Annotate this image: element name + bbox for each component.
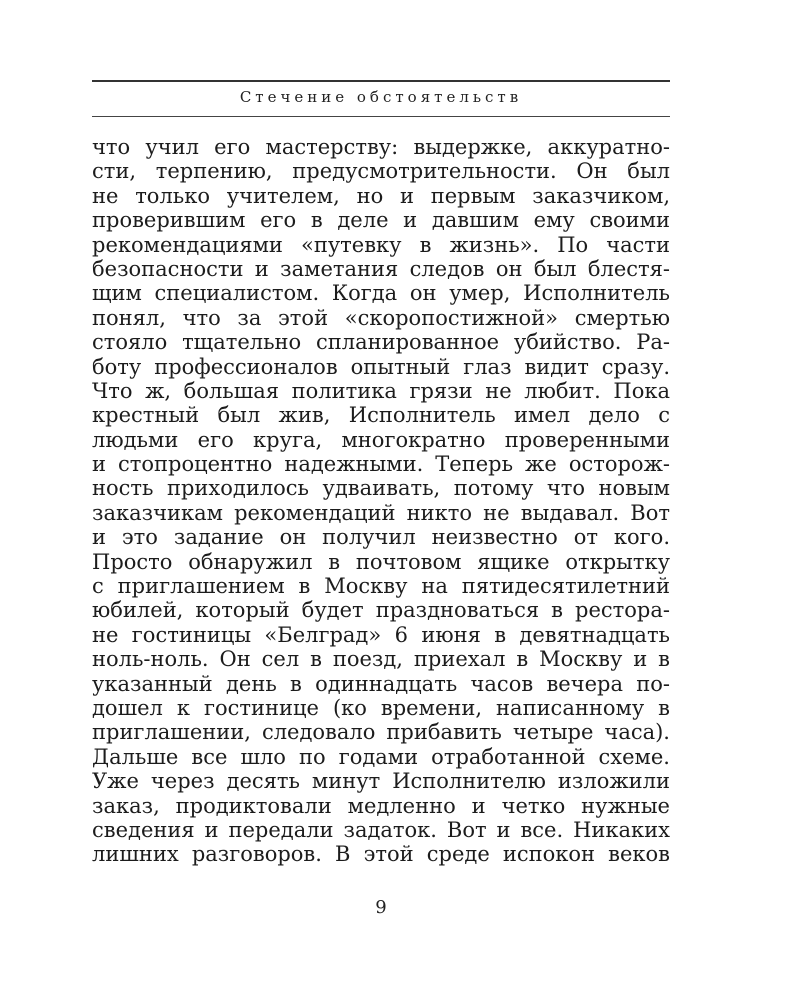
text-line: Дальше все шло по годами отработанной схеме.: [92, 744, 670, 769]
text-line: и стопроцентно надежными. Теперь же осторож-: [92, 452, 670, 477]
text-line: и это задание он получил неизвестно от кого.: [92, 525, 670, 550]
text-line: Просто обнаружил в почтовом ящике открытку: [92, 549, 670, 574]
text-line: с приглашением в Москву на пятидесятилетний: [92, 574, 670, 599]
text-line: указанный день в одиннадцать часов вечера по-: [92, 671, 670, 696]
text-line: сти, терпению, предусмотрительности. Он был: [92, 159, 670, 184]
text-line: заказчикам рекомендаций никто не выдавал. Вот: [92, 500, 670, 525]
text-line: боту профессионалов опытный глаз видит сразу.: [92, 354, 670, 379]
header-rule-bottom: [92, 116, 670, 117]
text-line: приглашении, следовало прибавить четыре часа).: [92, 720, 670, 745]
text-line: ноль-ноль. Он сел в поезд, приехал в Москву и в: [92, 647, 670, 672]
page-number: 9: [375, 897, 387, 918]
text-line: крестный был жив, Исполнитель имел дело с: [92, 403, 670, 428]
text-line: людьми его круга, многократно проверенными: [92, 427, 670, 452]
text-line: Что ж, большая политика грязи не любит. Пока: [92, 378, 670, 403]
text-line: дошел к гостинице (ко времени, написанному в: [92, 695, 670, 720]
text-line: понял, что за этой «скоропостижной» смертью: [92, 305, 670, 330]
body-text: [92, 135, 670, 867]
text-line: сведения и передали задаток. Вот и все. Никаких: [92, 817, 670, 842]
text-line: щим специалистом. Когда он умер, Исполнитель: [92, 281, 670, 306]
header-rule-top: [92, 80, 670, 82]
text-line: лишних разговоров. В этой среде испокон веков: [92, 842, 670, 867]
text-line: стояло тщательно спланированное убийство. Ра-: [92, 330, 670, 355]
text-line: ность приходилось удваивать, потому что новым: [92, 476, 670, 501]
text-line: заказ, продиктовали медленно и четко нужные: [92, 793, 670, 818]
text-line: юбилей, который будет праздноваться в рестора-: [92, 598, 670, 623]
text-line: проверившим его в деле и давшим ему своими: [92, 208, 670, 233]
text-line: безопасности и заметания следов он был блестя-: [92, 256, 670, 281]
text-line: рекомендациями «путевку в жизнь». По части: [92, 232, 670, 257]
running-title: Стечение обстоятельств: [239, 88, 523, 106]
text-line: что учил его мастерству: выдержке, аккуратно-: [92, 135, 670, 159]
text-line: не только учителем, но и первым заказчиком,: [92, 183, 670, 208]
text-line: не гостиницы «Белград» 6 июня в девятнадцать: [92, 622, 670, 647]
text-line: Уже через десять минут Исполнителю изложили: [92, 769, 670, 794]
